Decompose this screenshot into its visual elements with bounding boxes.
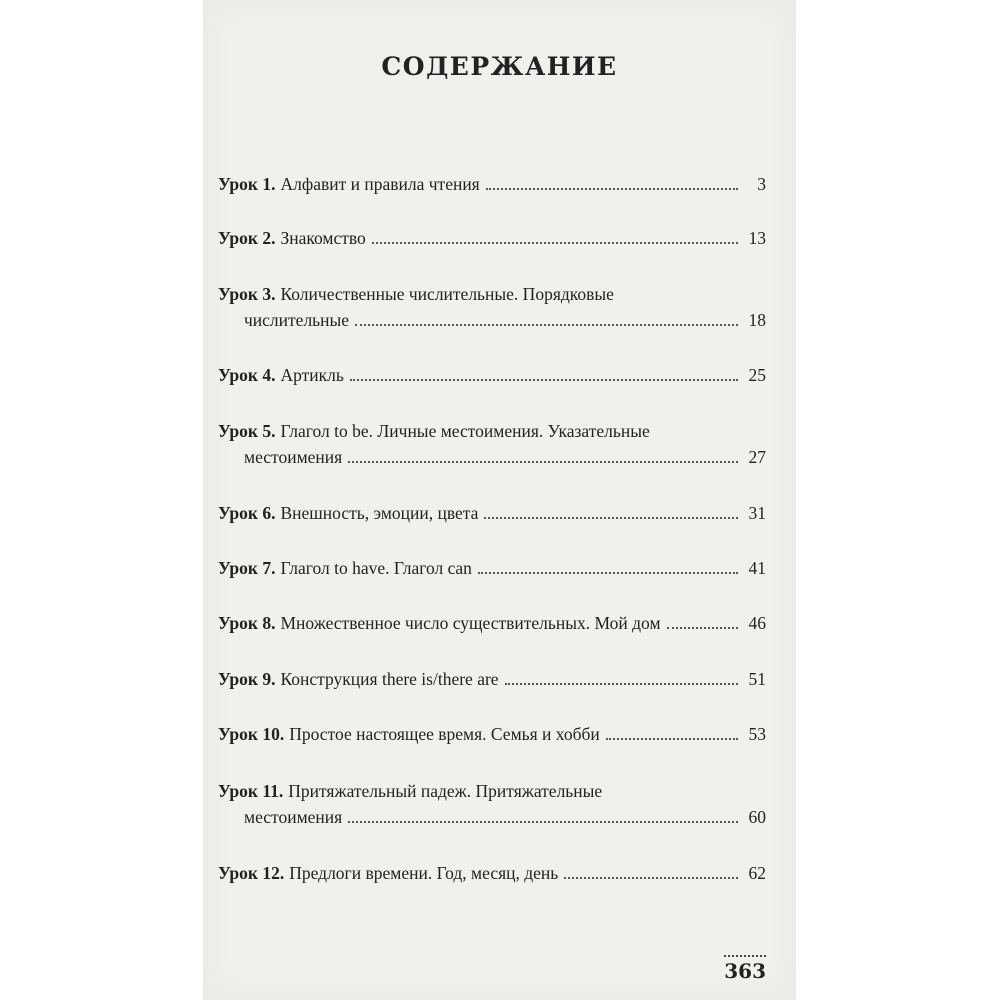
toc-entry xyxy=(218,500,766,526)
page-number: 60 xyxy=(748,807,766,827)
page-number: 51 xyxy=(748,669,766,689)
lesson-title: Количественные числительные. Порядковые xyxy=(280,284,614,304)
lesson-number: Урок 3. xyxy=(218,284,276,304)
toc-entry xyxy=(218,778,766,830)
lesson-number: Урок 8. xyxy=(218,613,276,633)
lesson-title: Глагол to have. Глагол can xyxy=(280,558,472,578)
page-title: СОДЕРЖАНИЕ xyxy=(381,52,618,81)
toc-entry xyxy=(218,362,766,388)
lesson-title-continued: числительные xyxy=(244,310,350,330)
dot-leader xyxy=(348,460,738,463)
lesson-title: Знакомство xyxy=(280,228,366,248)
page-number: 62 xyxy=(748,863,766,883)
lesson-title: Внешность, эмоции, цвета xyxy=(280,503,479,523)
lesson-number: Урок 12. xyxy=(218,863,285,883)
dot-leader xyxy=(350,378,738,381)
lesson-title: Множественное число существительных. Мой дом xyxy=(280,613,661,633)
lesson-title: Конструкция there is/there are xyxy=(280,669,499,689)
lesson-title-continued: местоимения xyxy=(244,447,343,467)
page-number: 13 xyxy=(748,228,766,248)
toc-entry xyxy=(218,555,766,581)
dot-leader xyxy=(355,323,738,326)
dot-leader xyxy=(372,241,738,244)
toc-entry xyxy=(218,721,766,747)
lesson-number: Урок 6. xyxy=(218,503,276,523)
page-number: 3 xyxy=(757,174,766,194)
page-number: 25 xyxy=(748,365,766,385)
lesson-title-continued: местоимения xyxy=(244,807,343,827)
dot-leader xyxy=(484,516,738,519)
lesson-title: Предлоги времени. Год, месяц, день xyxy=(289,863,559,883)
dot-leader xyxy=(505,682,738,685)
page-number: 53 xyxy=(748,724,766,744)
toc-entry xyxy=(218,418,766,470)
dot-leader xyxy=(667,626,738,629)
dot-leader xyxy=(478,571,738,574)
dot-leader xyxy=(486,187,738,190)
page-folio: 363 xyxy=(724,955,766,983)
book-page xyxy=(203,0,796,1000)
lesson-title: Простое настоящее время. Семья и хобби xyxy=(289,724,600,744)
lesson-number: Урок 9. xyxy=(218,669,276,689)
page-number: 18 xyxy=(748,310,766,330)
toc-entry xyxy=(218,281,766,333)
page-number: 46 xyxy=(748,613,766,633)
lesson-number: Урок 2. xyxy=(218,228,276,248)
page-number: 27 xyxy=(748,447,766,467)
lesson-title: Глагол to be. Личные местоимения. Указательные xyxy=(280,421,650,441)
dot-leader xyxy=(606,737,738,740)
toc-entry xyxy=(218,171,766,197)
lesson-title: Притяжательный падеж. Притяжательные xyxy=(288,781,603,801)
lesson-title: Алфавит и правила чтения xyxy=(280,174,480,194)
lesson-number: Урок 1. xyxy=(218,174,276,194)
toc-entry xyxy=(218,610,766,636)
page-number: 31 xyxy=(748,503,766,523)
dot-leader xyxy=(564,876,738,879)
lesson-number: Урок 11. xyxy=(218,781,284,801)
toc-entry xyxy=(218,666,766,692)
toc-entry xyxy=(218,225,766,251)
toc-entry xyxy=(218,860,766,886)
lesson-number: Урок 4. xyxy=(218,365,276,385)
lesson-title: Артикль xyxy=(280,365,344,385)
page-number: 41 xyxy=(748,558,766,578)
dot-leader xyxy=(348,820,738,823)
lesson-number: Урок 5. xyxy=(218,421,276,441)
lesson-number: Урок 7. xyxy=(218,558,276,578)
lesson-number: Урок 10. xyxy=(218,724,285,744)
